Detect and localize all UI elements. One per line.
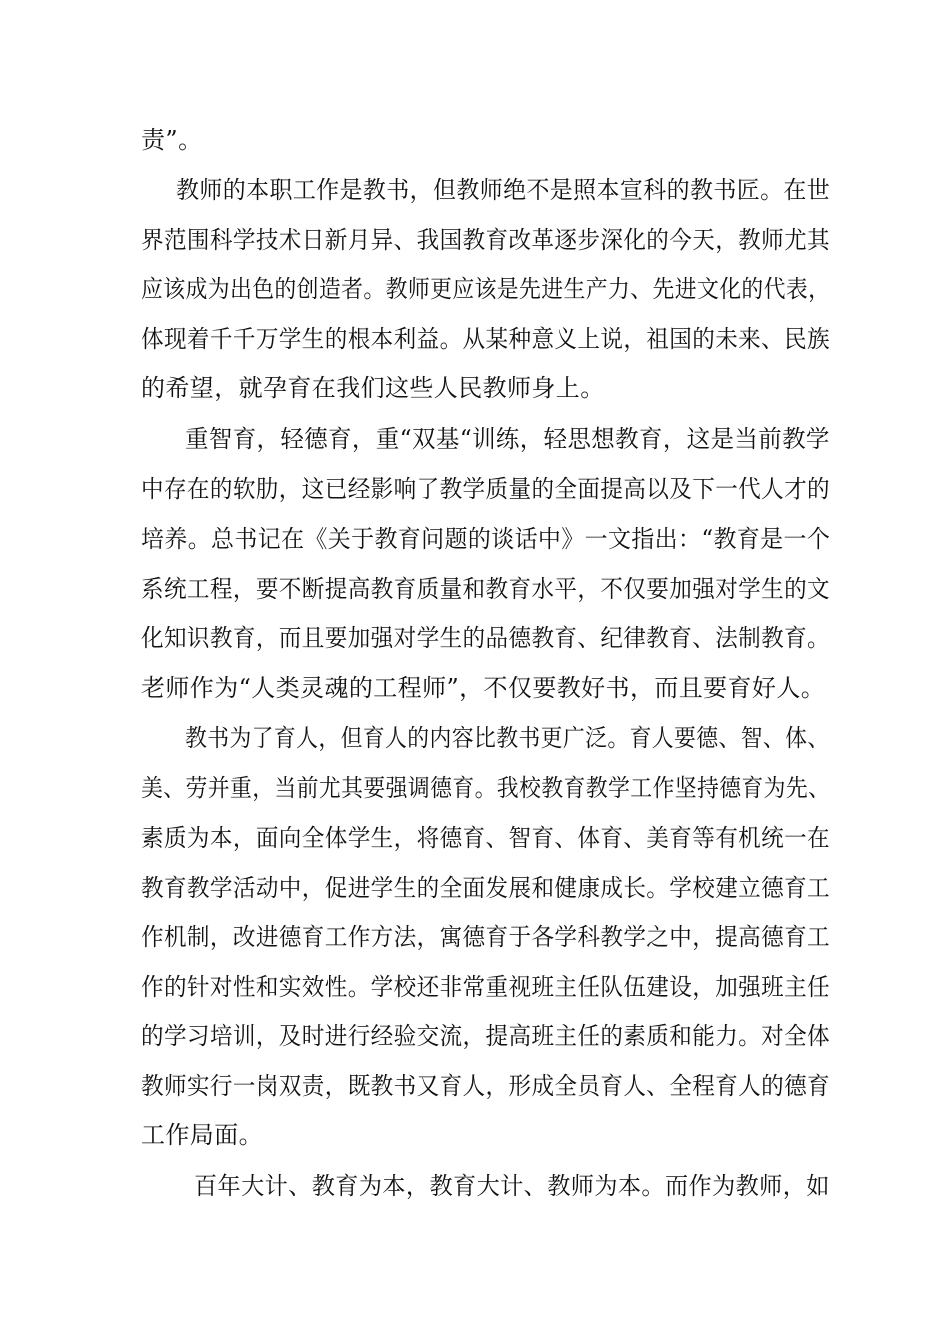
text-line: 作机制，改进德育工作方法，寓德育于各学科教学之中，提高德育工: [141, 923, 831, 951]
text-line: 化知识教育，而且要加强对学生的品德教育、纪律教育、法制教育。: [141, 624, 831, 652]
text-line: 的希望，就孕育在我们这些人民教师身上。: [141, 374, 605, 402]
text-line: 培养。总书记在《关于教育问题的谈话中》一文指出：“教育是一个: [141, 525, 831, 553]
text-line: 中存在的软肋，这已经影响了教学质量的全面提高以及下一代人才的: [141, 475, 831, 503]
text-line: 体现着千千万学生的根本利益。从某种意义上说，祖国的未来、民族: [141, 325, 831, 353]
text-line: 老师作为“人类灵魂的工程师”，不仅要教好书，而且要育好人。: [141, 674, 826, 702]
text-line: 重智育，轻德育，重“双基“训练，轻思想教育，这是当前教学: [185, 425, 830, 453]
text-line: 系统工程，要不断提高教育质量和教育水平，不仅要加强对学生的文: [141, 575, 831, 603]
text-line: 美、劳并重，当前尤其要强调德育。我校教育教学工作坚持德育为先、: [141, 774, 831, 802]
text-line: 教师的本职工作是教书，但教师绝不是照本宣科的教书匠。在世: [176, 176, 831, 204]
text-line: 责”。: [141, 126, 203, 154]
text-line: 教育教学活动中，促进学生的全面发展和健康成长。学校建立德育工: [141, 874, 831, 902]
text-line: 作的针对性和实效性。学校还非常重视班主任队伍建设，加强班主任: [141, 973, 831, 1001]
text-line: 教师实行一岗双责，既教书又育人，形成全员育人、全程育人的德育: [141, 1072, 831, 1100]
text-line: 应该成为出色的创造者。教师更应该是先进生产力、先进文化的代表，: [141, 275, 831, 303]
text-line: 教书为了育人，但育人的内容比教书更广泛。育人要德、智、体、: [185, 724, 830, 752]
text-line: 工作局面。: [141, 1121, 263, 1149]
text-line: 的学习培训，及时进行经验交流，提高班主任的素质和能力。对全体: [141, 1022, 831, 1050]
text-line: 素质为本，面向全体学生，将德育、智育、体育、美育等有机统一在: [141, 824, 831, 852]
text-line: 界范围科学技术日新月异、我国教育改革逐步深化的今天，教师尤其: [141, 226, 831, 254]
text-line: 百年大计、教育为本，教育大计、教师为本。而作为教师，如: [194, 1172, 830, 1200]
